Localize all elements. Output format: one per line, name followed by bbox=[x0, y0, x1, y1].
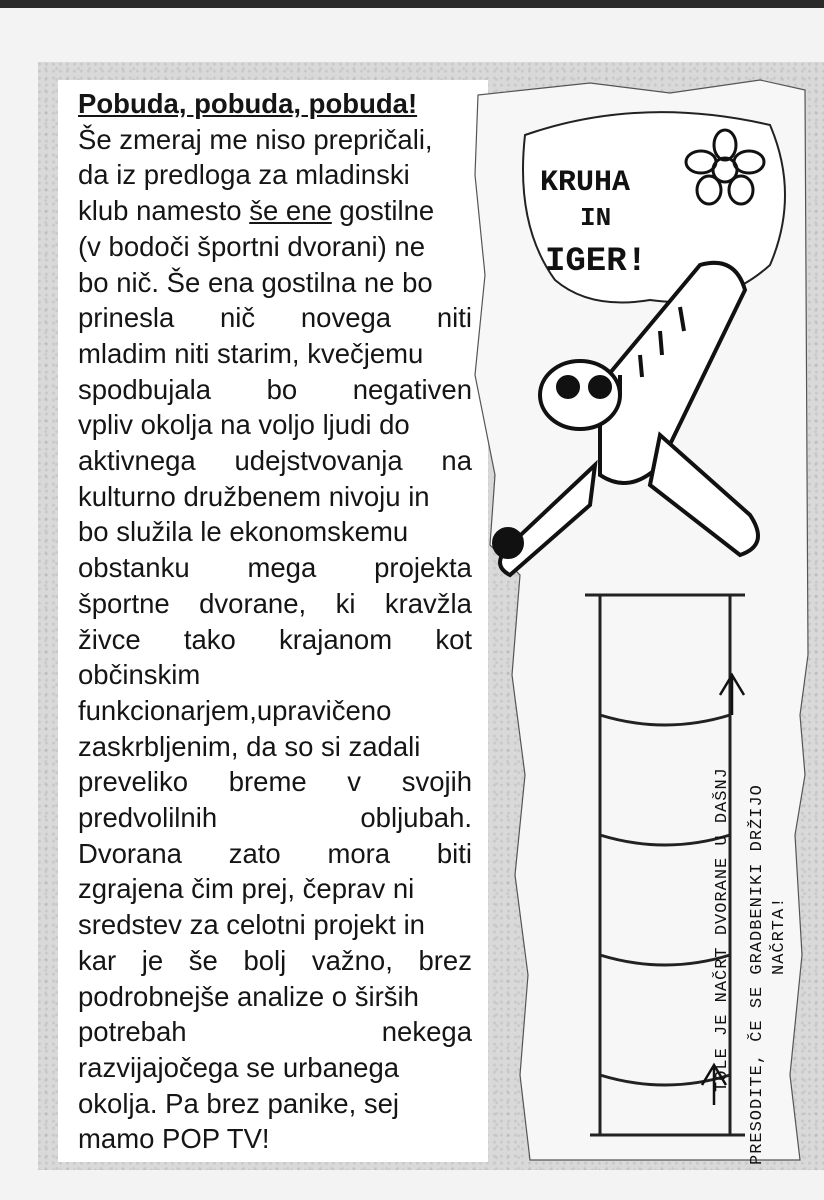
word: važno, bbox=[311, 944, 393, 976]
word: krajanom bbox=[279, 623, 393, 655]
article-line-part: gostilne bbox=[331, 195, 435, 227]
article-line bbox=[78, 764, 472, 800]
caption-line-3: NAČRTA! bbox=[770, 896, 789, 975]
word: športne bbox=[78, 587, 170, 619]
bubble-text-2: IN bbox=[580, 203, 612, 233]
article-line: okolja. Pa brez panike, sej bbox=[78, 1087, 400, 1119]
article-line: kulturno družbenem nivoju in bbox=[78, 480, 430, 512]
word: obljubah. bbox=[360, 802, 472, 834]
article-line bbox=[78, 372, 472, 408]
article-line: sredstev za celotni projekt in bbox=[78, 909, 425, 941]
article-line bbox=[78, 622, 472, 658]
word: zato bbox=[228, 837, 281, 869]
word: živce bbox=[78, 623, 141, 655]
article-line: zaskrbljenim, da so si zadali bbox=[78, 730, 421, 762]
word: je bbox=[141, 944, 164, 976]
article-title: Pobuda, pobuda, pobuda! bbox=[78, 88, 418, 119]
word: bolj bbox=[243, 944, 287, 976]
word: preveliko bbox=[78, 766, 189, 798]
word: udejstvovanja bbox=[234, 445, 403, 477]
word: Dvorana bbox=[78, 837, 182, 869]
article-line: vpliv okolja na voljo ljudi do bbox=[78, 409, 410, 441]
article-line bbox=[78, 800, 472, 836]
word: niti bbox=[436, 302, 472, 334]
article-line bbox=[78, 443, 472, 479]
word: v bbox=[347, 766, 362, 798]
word: ki bbox=[335, 587, 356, 619]
word: predvolilnih bbox=[78, 802, 218, 834]
article-line bbox=[78, 193, 472, 229]
article-line bbox=[78, 586, 472, 622]
word: kravžla bbox=[384, 587, 472, 619]
word: nič bbox=[220, 302, 256, 334]
word: projekta bbox=[374, 552, 472, 584]
word: bo bbox=[266, 373, 298, 405]
word: negativen bbox=[352, 373, 472, 405]
word: aktivnega bbox=[78, 445, 196, 477]
word: kar bbox=[78, 944, 117, 976]
article-line: občinskim bbox=[78, 659, 201, 691]
word: spodbujala bbox=[78, 373, 212, 405]
word: brez bbox=[418, 944, 472, 976]
word: dvorane, bbox=[199, 587, 307, 619]
article-line bbox=[78, 943, 472, 979]
article-line: podrobnejše analize o širših bbox=[78, 980, 419, 1012]
article-line: da iz predloga za mladinski bbox=[78, 159, 410, 191]
bubble-text-1: KRUHA bbox=[540, 166, 631, 200]
article-line: mladim niti starim, kvečjemu bbox=[78, 337, 424, 369]
underlined-phrase: še ene bbox=[249, 195, 332, 227]
article-line: bo služila le ekonomskemu bbox=[78, 516, 409, 548]
word: na bbox=[441, 445, 472, 477]
caption-line-1: TOLE JE NAČRT DVORANE U DAŠNJ bbox=[713, 767, 732, 1092]
word: potrebah bbox=[78, 1016, 187, 1048]
article-line bbox=[78, 836, 472, 872]
caption-line-2: PRESODITE, ČE SE GRADBENIKI DRŽIJO bbox=[748, 784, 767, 1165]
word: še bbox=[188, 944, 218, 976]
article-line bbox=[78, 300, 472, 336]
scan-top-edge bbox=[0, 0, 824, 8]
article-line: mamo POP TV! bbox=[78, 1123, 270, 1155]
word: tako bbox=[183, 623, 236, 655]
word: breme bbox=[228, 766, 307, 798]
article-line: (v bodoči športni dvorani) ne bbox=[78, 230, 425, 262]
article-line: funkcionarjem,upravičeno bbox=[78, 694, 392, 726]
word: obstanku bbox=[78, 552, 190, 584]
word: mora bbox=[327, 837, 391, 869]
article-line: razvijajočega se urbanega bbox=[78, 1051, 400, 1083]
word: novega bbox=[300, 302, 392, 334]
article-line bbox=[78, 550, 472, 586]
article-line bbox=[78, 1014, 472, 1050]
article-line: bo nič. Še ena gostilna ne bo bbox=[78, 266, 433, 298]
bubble-text-3: IGER! bbox=[545, 243, 648, 281]
word: prinesla bbox=[78, 302, 175, 334]
word: svojih bbox=[401, 766, 472, 798]
article-line: zgrajena čim prej, čeprav ni bbox=[78, 873, 415, 905]
word: kot bbox=[435, 623, 472, 655]
word: biti bbox=[436, 837, 472, 869]
article-line: Še zmeraj me niso prepričali, bbox=[78, 123, 433, 155]
article-line-part: klub namesto bbox=[78, 195, 250, 227]
word: nekega bbox=[381, 1016, 472, 1048]
word: mega bbox=[247, 552, 317, 584]
article-text bbox=[78, 86, 472, 1157]
